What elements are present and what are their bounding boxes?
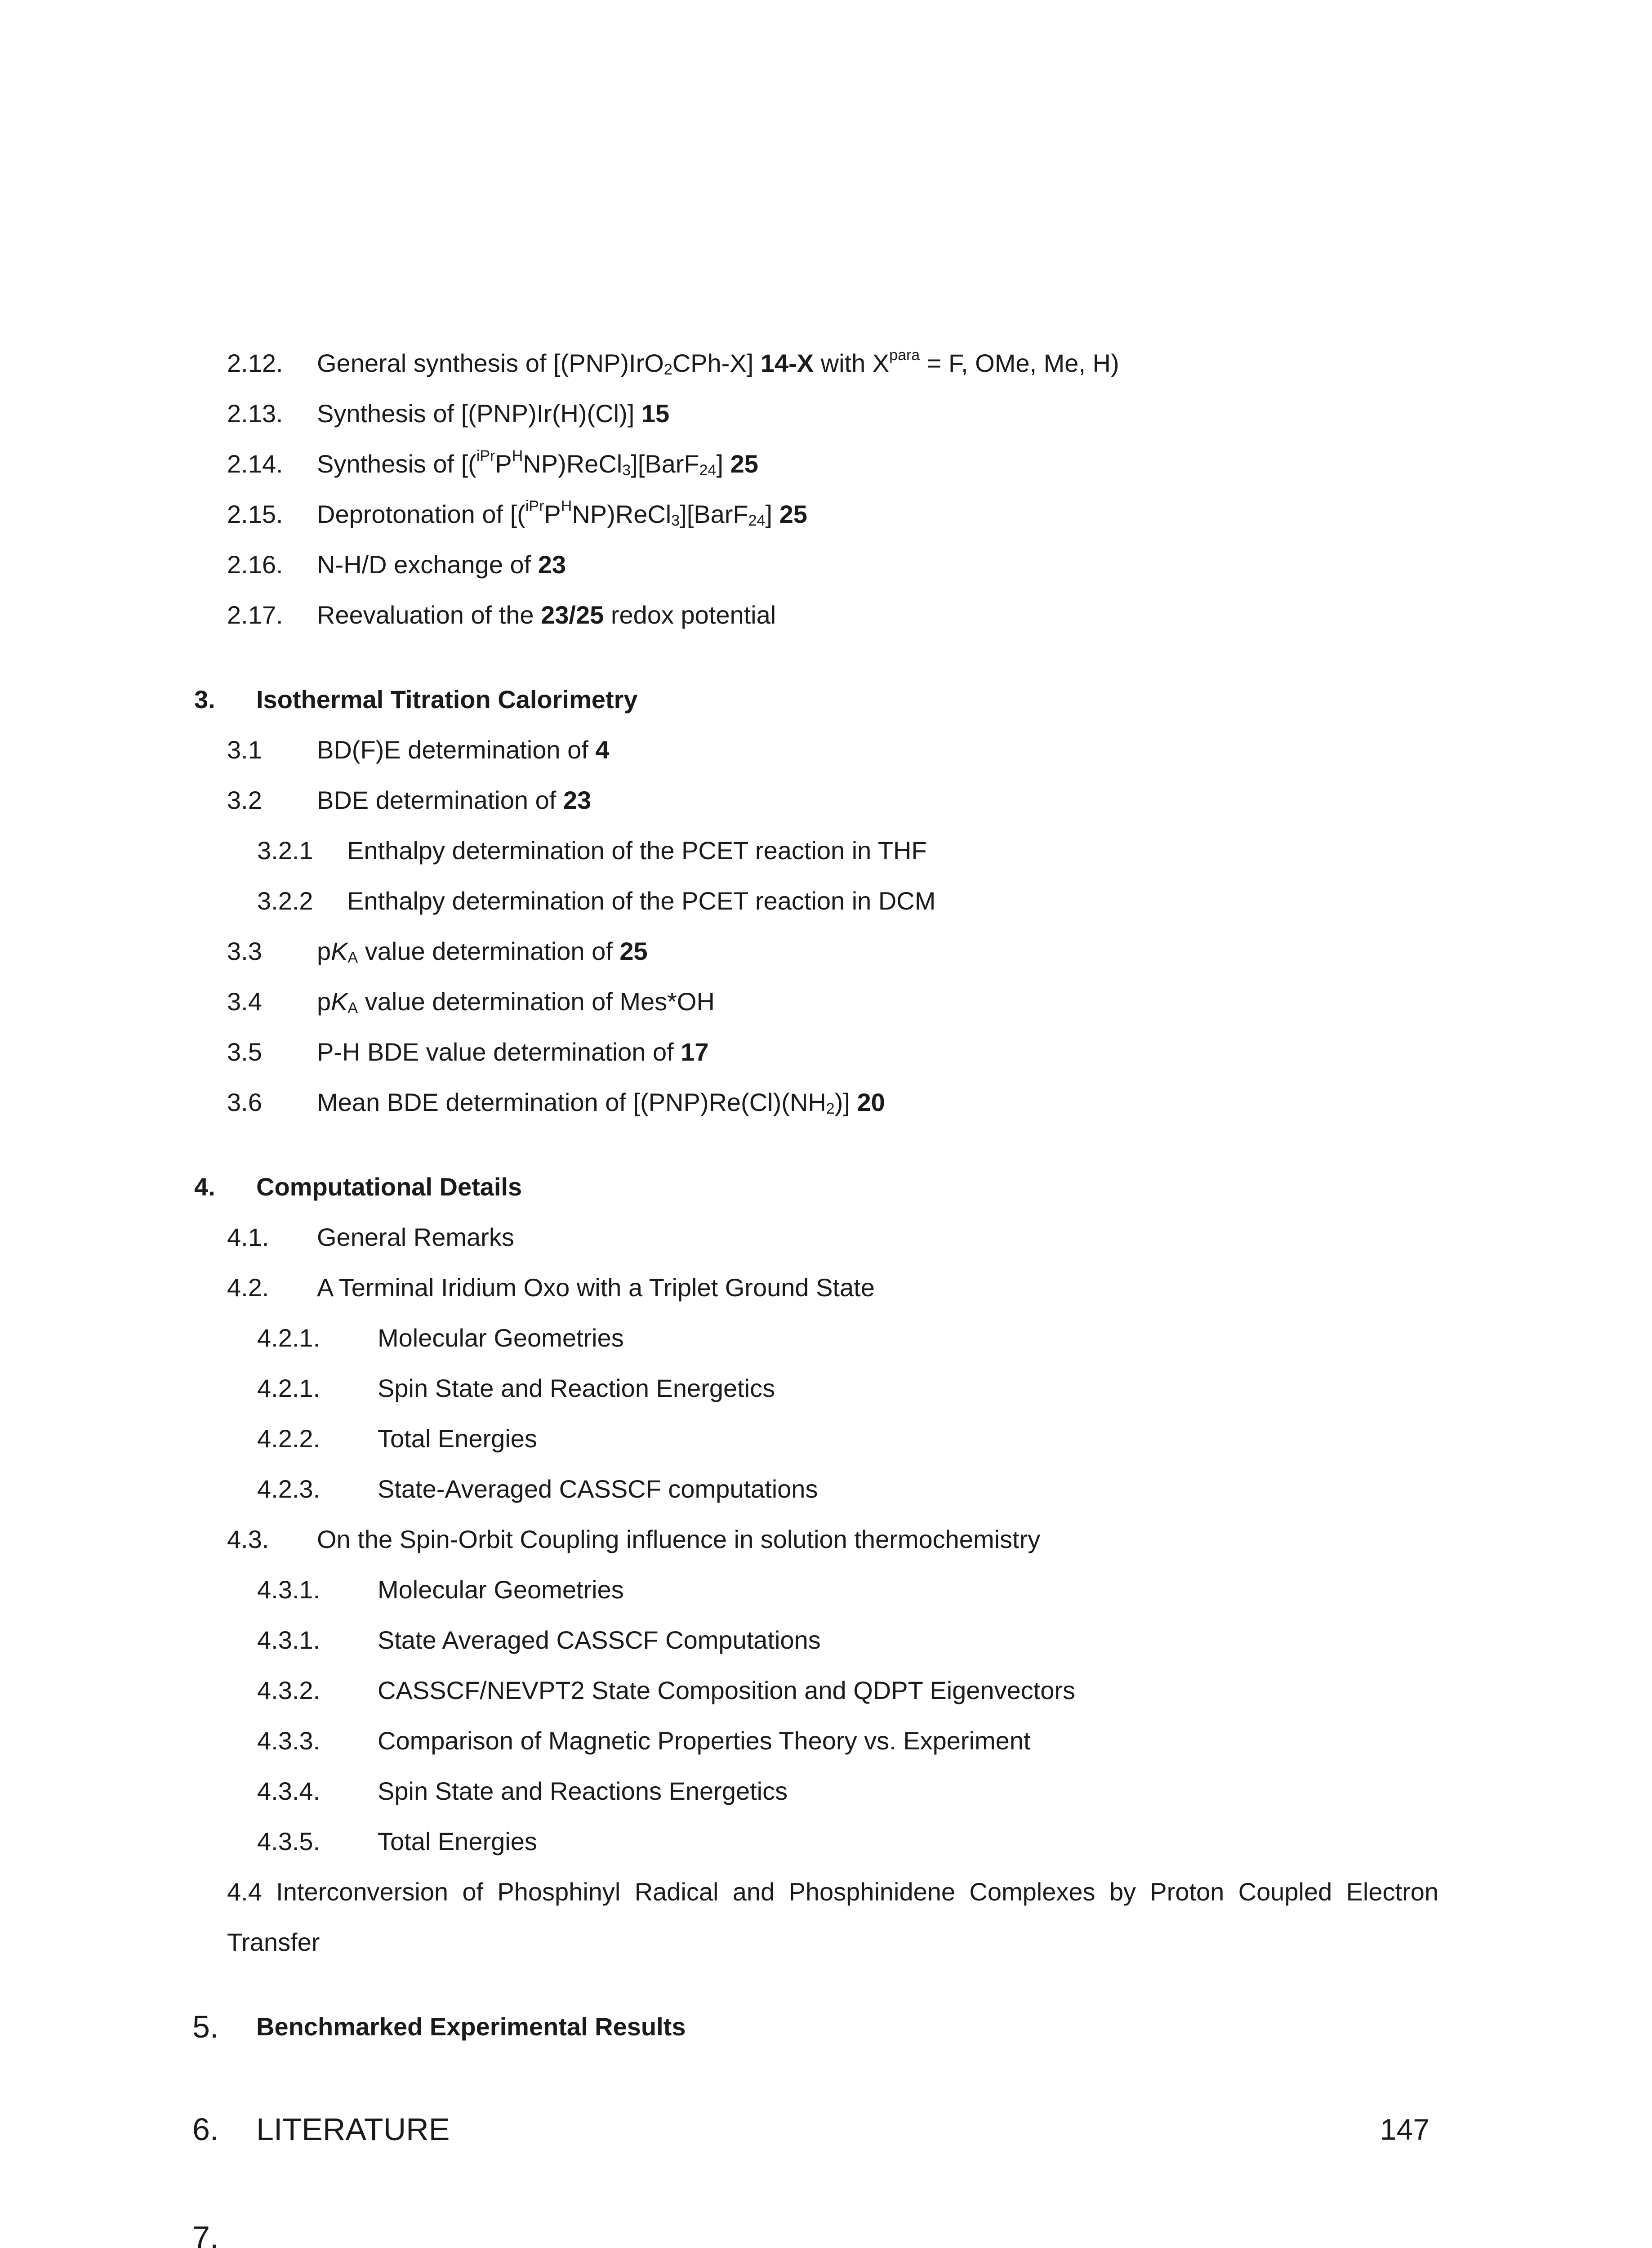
toc-entry-4-3-5[interactable] [0,1816,1652,1867]
toc-number: 4.2.2. [257,1424,321,1453]
toc-entry-2-17[interactable] [0,590,1652,640]
toc-number: 3.1 [227,736,262,764]
toc-title: pKA value determination of Mes*OH [317,987,715,1017]
toc-title: Spin State and Reaction Energetics [378,1374,775,1402]
toc-entry-3-2-2[interactable] [0,876,1652,926]
toc-number: 3.2.2 [257,887,313,915]
toc-title: Molecular Geometries [378,1324,624,1352]
toc-title: On the Spin-Orbit Coupling influence in solution thermochemistry [317,1525,1041,1553]
toc-entry-2-13[interactable] [0,388,1652,439]
toc-title: Reevaluation of the 23/25 redox potential [317,601,776,629]
toc-entry-4-3-2[interactable] [0,1665,1652,1716]
toc-number: 4.3.2. [257,1676,321,1704]
toc-title: Total Energies [378,1424,537,1453]
toc-entry-4-2[interactable] [0,1262,1652,1313]
toc-title: State-Averaged CASSCF computations [378,1475,818,1503]
toc-number: 2.12. [227,349,283,377]
toc-entry-4-2-2[interactable] [0,1414,1652,1464]
toc-number: 2.15. [227,500,283,528]
toc-title: A Terminal Iridium Oxo with a Triplet Ground State [317,1273,875,1302]
toc-number: 4.2.1. [257,1324,321,1352]
toc-number: 2.17. [227,601,283,629]
toc-section-5[interactable] [0,2002,1652,2052]
toc-entry-3-4[interactable] [0,977,1652,1027]
toc-entry-3-2[interactable] [0,775,1652,825]
toc-number: 3. [194,685,215,714]
toc-section-3[interactable] [0,674,1652,725]
toc-number: 4.2.3. [257,1475,321,1503]
toc-title: BD(F)E determination of 4 [317,736,610,764]
toc-entry-2-12[interactable] [0,338,1652,388]
toc-number: 4. [194,1173,215,1201]
toc-title: Benchmarked Experimental Results [256,2012,686,2041]
toc-entry-2-14[interactable] [0,439,1652,489]
toc-title: P-H BDE value determination of 17 [317,1038,709,1066]
toc-section-4[interactable] [0,1162,1652,1212]
toc-title-line-2: Transfer [227,1928,320,1956]
toc-number: 7. [192,2220,219,2248]
toc-number: 2.16. [227,550,283,579]
toc-number: 6. [192,2112,219,2147]
toc-title: Enthalpy determination of the PCET reaction in THF [347,836,927,865]
toc-number: 3.6 [227,1088,262,1116]
toc-title: N-H/D exchange of 23 [317,550,566,579]
toc-number: 2.14. [227,450,283,478]
toc-number: 2.13. [227,399,283,428]
toc-title: Computational Details [256,1173,522,1201]
toc-title: pKA value determination of 25 [317,937,648,966]
toc-title: Spin State and Reactions Energetics [378,1777,788,1805]
toc-entry-4-3-3[interactable] [0,1716,1652,1766]
toc-number: 4.3.1. [257,1575,321,1604]
toc-number: 4.3.1. [257,1626,321,1654]
toc-number: 3.2.1 [257,836,313,865]
toc-number: 3.5 [227,1038,262,1066]
toc-number: 4.2.1. [257,1374,321,1402]
toc-number: 4.1. [227,1223,269,1251]
toc-title: Synthesis of $[(^{iPr}P^HNP)ReCl_3][BarF_{24}]$ 25 [317,447,758,479]
toc-entry-4-3[interactable] [0,1514,1652,1565]
toc-title: Enthalpy determination of the PCET reaction in DCM [347,887,936,915]
toc-title: Total Energies [378,1827,537,1855]
toc-title: General synthesis of [(PNP)IrO$_2$CPh-X] 14-X with $X^{para} = F$, OMe, Me, H) [317,347,1119,378]
toc-entry-4-3-1a[interactable] [0,1565,1652,1615]
toc-title: LITERATURE [256,2112,450,2147]
toc-number: 4.2. [227,1273,269,1302]
toc-number: 4.3.5. [257,1827,321,1855]
toc-title: Molecular Geometries [378,1575,624,1604]
toc-entry-4-3-1b[interactable] [0,1615,1652,1665]
toc-title: Synthesis of [(PNP)Ir(H)(Cl)] 15 [317,399,670,428]
toc-title: General Remarks [317,1223,514,1251]
toc-entry-4-2-3[interactable] [0,1464,1652,1514]
toc-section-7[interactable] [0,2212,1652,2248]
toc-entry-4-3-4[interactable] [0,1766,1652,1816]
toc-number: 4.3.4. [257,1777,321,1805]
toc-number: 3.3 [227,937,262,965]
page-number: 147 [1380,2113,1430,2146]
toc-entry-2-16[interactable] [0,540,1652,590]
toc-number: 4.3. [227,1525,269,1553]
toc-title: CASSCF/NEVPT2 State Composition and QDPT Eigenvectors [378,1676,1076,1704]
toc-entry-3-6[interactable] [0,1077,1652,1128]
toc-title: Mean BDE determination of $[(PNP)Re(Cl)(NH_2)]$ 20 [317,1088,885,1117]
toc-number: 5. [192,2009,219,2044]
toc-number: 3.4 [227,987,262,1016]
toc-title: Comparison of Magnetic Properties Theory vs. Experiment [378,1726,1031,1755]
toc-entry-4-1[interactable] [0,1212,1652,1262]
toc-title: Isothermal Titration Calorimetry [256,685,638,714]
toc-title-line-1: 4.4 Interconversion of Phosphinyl Radical and Phosphinidene Complexes by Proton Coupled Electron [227,1878,1438,1906]
toc-title: Deprotonation of $[(^{iPr}P^HNP)ReCl_3][BarF_{24}]$ 25 [317,498,807,529]
toc-entry-2-15[interactable] [0,489,1652,540]
toc-title: State Averaged CASSCF Computations [378,1626,821,1654]
toc-number: 4.3.3. [257,1726,321,1755]
toc-number: 3.2 [227,786,262,814]
toc-entry-3-1[interactable] [0,725,1652,775]
toc-entry-4-2-1b[interactable] [0,1363,1652,1414]
toc-title: BDE determination of 23 [317,786,592,814]
toc-entry-3-3[interactable] [0,926,1652,977]
toc-entry-3-2-1[interactable] [0,825,1652,876]
toc-entry-4-2-1a[interactable] [0,1313,1652,1363]
toc-entry-3-5[interactable] [0,1027,1652,1077]
